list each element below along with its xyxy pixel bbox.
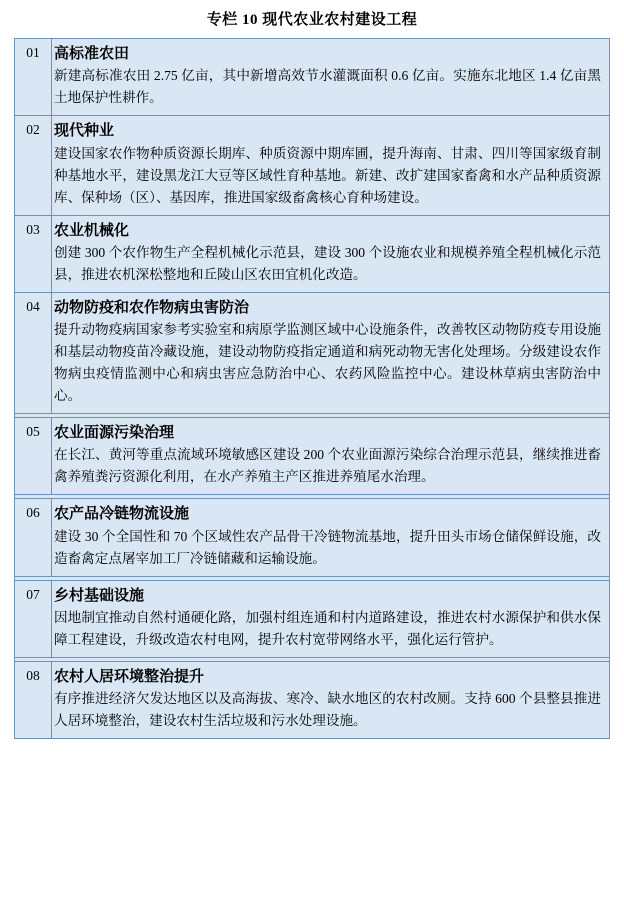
item-body: 建设国家农作物种质资源长期库、种质资源中期库圃，提升海南、甘肃、四川等国家级育制种基地水平，建设黑龙江大豆等区域性育种基地。新建、改扩建国家畜禽和水产品种质资源库、保种场（区）、基因库，推进国家级畜禽核心育种场建设。 (54, 145, 601, 205)
item-title: 农产品冷链物流设施 (54, 506, 190, 523)
item-content (52, 116, 610, 215)
item-content (52, 662, 610, 739)
item-content (52, 580, 610, 657)
box-title: 专栏 10 现代农业农村建设工程 (206, 12, 418, 28)
item-title: 农村人居环境整治提升 (54, 669, 205, 686)
item-content (52, 418, 610, 495)
table-row (15, 580, 610, 657)
item-number: 06 (15, 499, 52, 576)
item-number: 05 (15, 418, 52, 495)
item-body: 因地制宜推动自然村通硬化路，加强村组连通和村内道路建设，推进农村水源保护和供水保障工程建设，升级改造农村电网，提升农村宽带网络水平，强化运行管护。 (54, 609, 601, 647)
item-body: 创建 300 个农作物生产全程机械化示范县，建设 300 个设施农业和规模养殖全程机械化示范县，推进农机深松整地和丘陵山区农田宜机化改造。 (54, 244, 601, 282)
table-row (15, 215, 610, 292)
item-number: 01 (15, 39, 52, 116)
item-title: 动物防疫和农作物病虫害防治 (54, 299, 250, 316)
table-row (15, 418, 610, 495)
table-row (15, 116, 610, 215)
table-row (15, 292, 610, 413)
item-number: 04 (15, 292, 52, 413)
item-number: 02 (15, 116, 52, 215)
item-content (52, 499, 610, 576)
item-title: 乡村基础设施 (54, 587, 145, 604)
item-title: 高标准农田 (54, 46, 130, 62)
item-number: 08 (15, 662, 52, 739)
item-number: 07 (15, 580, 52, 657)
item-content (52, 215, 610, 292)
item-body: 在长江、黄河等重点流域环境敏感区建设 200 个农业面源污染综合治理示范县，继续推进畜禽养殖粪污资源化利用，在水产养殖主产区推进养殖尾水治理。 (54, 447, 601, 485)
box-table (14, 38, 610, 739)
item-content (52, 39, 610, 116)
item-body: 建设 30 个全国性和 70 个区域性农产品骨干冷链物流基地，提升田头市场仓储保鲜设施，改造畜禽定点屠宰加工厂冷链储藏和运输设施。 (54, 528, 601, 566)
item-body: 提升动物疫病国家参考实验室和病原学监测区域中心设施条件，改善牧区动物防疫专用设施和基层动物疫苗冷藏设施，建设动物防疫指定通道和病死动物无害化处理场。分级建设农作物病虫疫情监测中心和病虫害应急防治中心、农药风险监控中心。建设林草病虫害防治中心。 (54, 322, 601, 404)
table-row (15, 499, 610, 576)
item-body: 新建高标准农田 2.75 亿亩，其中新增高效节水灌溉面积 0.6 亿亩。实施东北地区 1.4 亿亩黑土地保护性耕作。 (54, 68, 601, 106)
item-content (52, 292, 610, 413)
item-title: 现代种业 (54, 123, 115, 140)
item-title: 农业面源污染治理 (54, 425, 175, 442)
table-row (15, 39, 610, 116)
item-title: 农业机械化 (54, 222, 130, 239)
item-body: 有序推进经济欠发达地区以及高海拔、寒冷、缺水地区的农村改厕。支持 600 个县整县推进人居环境整治，建设农村生活垃圾和污水处理设施。 (54, 691, 601, 729)
item-number: 03 (15, 215, 52, 292)
table-row (15, 662, 610, 739)
